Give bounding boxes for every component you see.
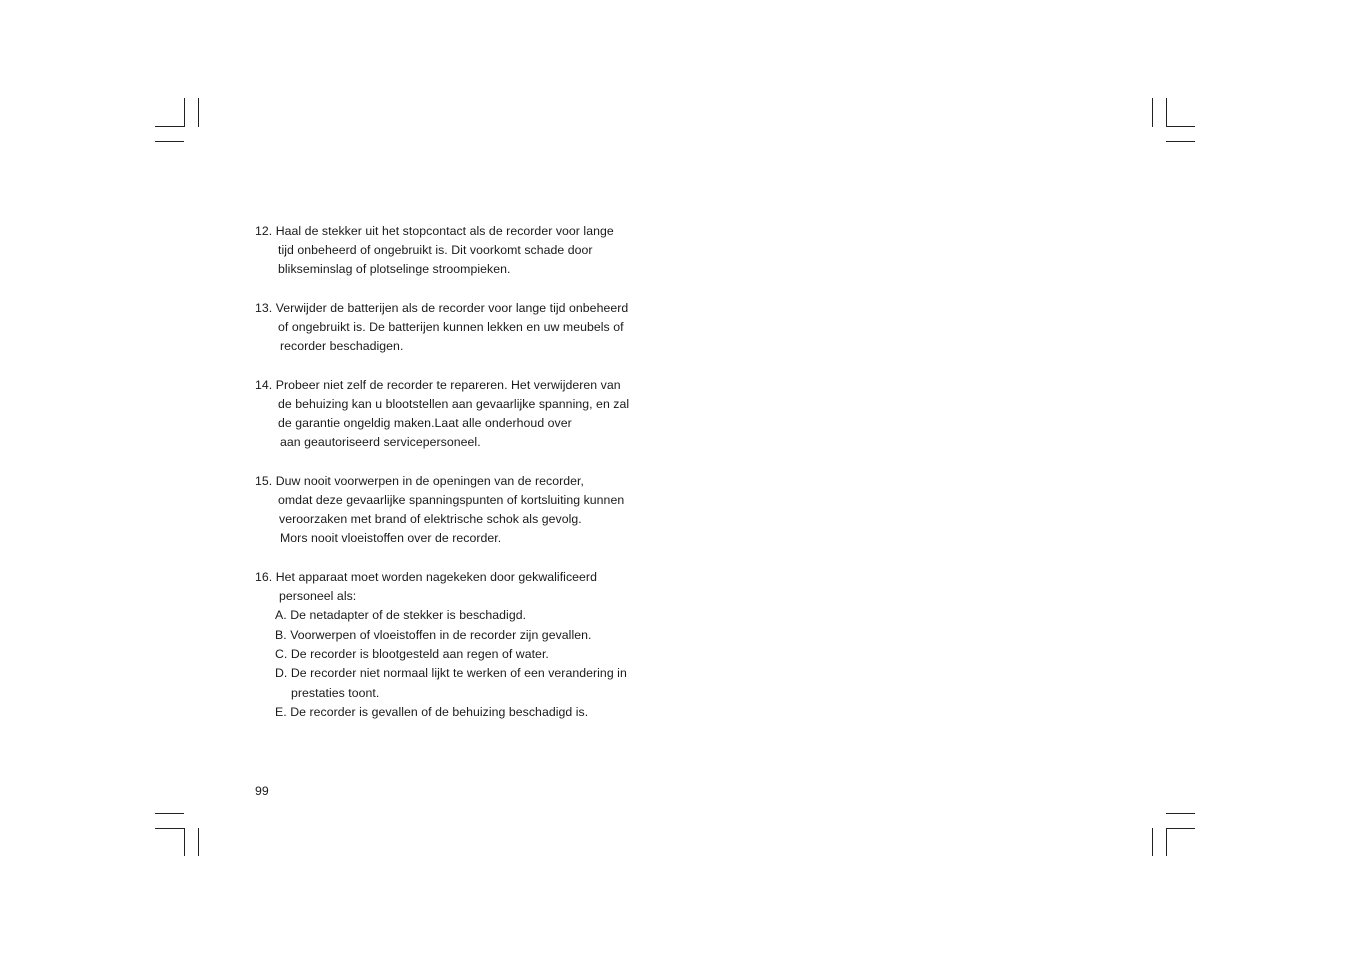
instruction-line: de behuizing kan u blootstellen aan gevaarlijke spanning, en zal xyxy=(278,397,630,411)
page-number: 99 xyxy=(255,784,269,798)
sub-item-text: De netadapter of de stekker is beschadigd. xyxy=(290,608,527,622)
sub-item-text: De recorder is gevallen of de behuizing beschadigd is. xyxy=(290,705,589,719)
instruction-text: Probeer niet zelf de recorder te repareren. Het verwijderen van xyxy=(275,378,621,392)
crop-mark-top-right-h1 xyxy=(1166,126,1195,127)
instruction-text: Het apparaat moet worden nagekeken door gekwalificeerd xyxy=(275,570,597,584)
crop-mark-bottom-right-h1 xyxy=(1166,813,1195,814)
crop-mark-top-right-v1 xyxy=(1152,98,1153,127)
sub-item-text: De recorder niet normaal lijkt te werken of een verandering in xyxy=(290,666,627,680)
instruction-line: tijd onbeheerd of ongebruikt is. Dit voorkomt schade door xyxy=(278,243,593,257)
crop-mark-bottom-right-v2 xyxy=(1166,828,1167,856)
crop-mark-bottom-left-h1 xyxy=(155,813,184,814)
sub-item-e xyxy=(275,705,588,719)
crop-mark-top-right-v2 xyxy=(1166,98,1167,127)
item-number: 16. xyxy=(255,570,273,584)
instruction-line: omdat deze gevaarlijke spanningspunten of kortsluiting kunnen xyxy=(278,493,625,507)
sub-item-letter: D. xyxy=(275,666,288,680)
instruction-line: veroorzaken met brand of elektrische schok als gevolg. xyxy=(279,512,582,526)
item-number: 15. xyxy=(255,474,273,488)
instruction-text: Verwijder de batterijen als de recorder voor lange tijd onbeheerd xyxy=(275,301,629,315)
sub-item-text: Voorwerpen of vloeistoffen in de recorder zijn gevallen. xyxy=(290,628,592,642)
item-number: 14. xyxy=(255,378,273,392)
sub-item-c xyxy=(275,647,549,661)
instruction-text: Haal de stekker uit het stopcontact als de recorder voor lange xyxy=(275,224,614,238)
item-number: 12. xyxy=(255,224,273,238)
crop-mark-top-left-h1 xyxy=(155,126,184,127)
instruction-line: Mors nooit vloeistoffen over de recorder. xyxy=(280,531,502,545)
crop-mark-bottom-left-v1 xyxy=(184,828,185,856)
sub-item-d xyxy=(275,666,627,680)
crop-mark-top-left-v1 xyxy=(184,98,185,127)
instruction-line: blikseminslag of plotselinge stroompieken. xyxy=(278,262,511,276)
sub-item-d-continued: prestaties toont. xyxy=(291,686,380,700)
instruction-line: de garantie ongeldig maken.Laat alle onderhoud over xyxy=(278,416,572,430)
crop-mark-top-left-v2 xyxy=(198,98,199,127)
instruction-line: personeel als: xyxy=(279,589,357,603)
crop-mark-top-left-h2 xyxy=(155,141,184,142)
instruction-line: aan geautoriseerd servicepersoneel. xyxy=(280,435,481,449)
sub-item-letter: E. xyxy=(275,705,287,719)
sub-item-text: De recorder is blootgesteld aan regen of water. xyxy=(290,647,549,661)
sub-item-b xyxy=(275,628,591,642)
sub-item-letter: A. xyxy=(275,608,287,622)
sub-item-letter: B. xyxy=(275,628,287,642)
sub-item-a xyxy=(275,608,526,622)
instruction-line: recorder beschadigen. xyxy=(280,339,404,353)
instruction-text: Duw nooit voorwerpen in de openingen van de recorder, xyxy=(275,474,584,488)
crop-mark-top-right-h2 xyxy=(1166,141,1195,142)
crop-mark-bottom-right-h2 xyxy=(1166,828,1195,829)
instruction-line xyxy=(255,378,621,392)
instruction-line xyxy=(255,301,628,315)
instruction-line xyxy=(255,224,614,238)
instruction-line: of ongebruikt is. De batterijen kunnen lekken en uw meubels of xyxy=(278,320,624,334)
crop-mark-bottom-left-h2 xyxy=(155,828,184,829)
crop-mark-bottom-left-v2 xyxy=(198,828,199,856)
crop-mark-bottom-right-v1 xyxy=(1152,828,1153,856)
item-number: 13. xyxy=(255,301,273,315)
sub-item-letter: C. xyxy=(275,647,288,661)
instruction-line xyxy=(255,570,597,584)
instruction-line xyxy=(255,474,584,488)
